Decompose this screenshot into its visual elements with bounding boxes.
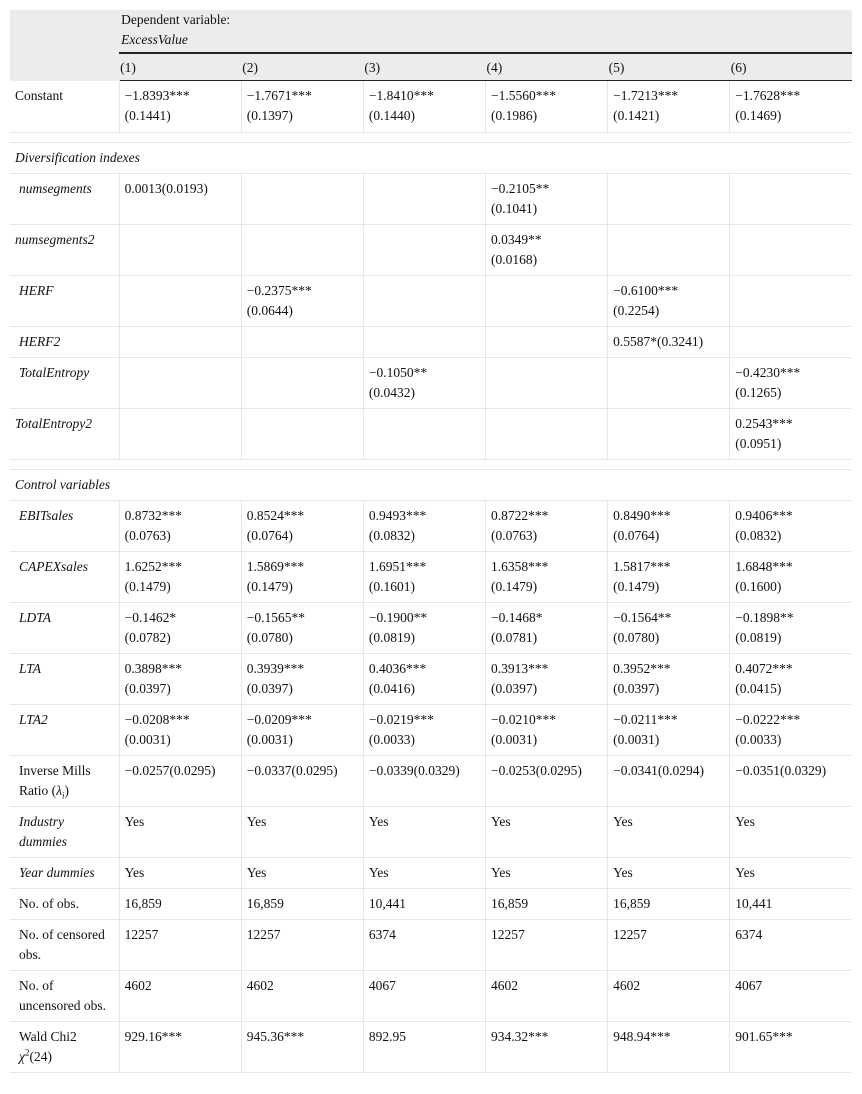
header-corner-2 [10,53,119,81]
table-cell: −1.7671*** (0.1397) [241,81,363,133]
table-row-imr [10,756,852,807]
table-cell: −1.7213*** (0.1421) [608,81,730,133]
table-cell: 4602 [241,971,363,1022]
row-label-wald: Wald Chi2 $\chi^2(24)$ [10,1022,119,1073]
column-header: (5) [608,53,730,81]
table-row-uncensored [10,971,852,1022]
header-corner [10,10,119,53]
table-cell: 901.65*** [730,1022,852,1073]
table-cell: 1.6358*** (0.1479) [485,552,607,603]
table-cell: 12257 [608,920,730,971]
table-cell: 945.36*** [241,1022,363,1073]
table-cell: −0.1468* (0.0781) [485,603,607,654]
table-cell: −0.0341(0.0294) [608,756,730,807]
table-cell: 1.5817*** (0.1479) [608,552,730,603]
table-cell: 948.94*** [608,1022,730,1073]
table-cell: −0.0339(0.0329) [363,756,485,807]
table-cell: Yes [730,858,852,889]
row-label: numsegments2 [10,225,119,276]
row-label: TotalEntropy [10,358,119,409]
column-header: (3) [363,53,485,81]
row-label: CAPEXsales [10,552,119,603]
table-cell: −0.0337(0.0295) [241,756,363,807]
regression-table-container [10,10,852,1073]
row-label: HERF2 [10,327,119,358]
table-cell: −0.1900** (0.0819) [363,603,485,654]
table-cell: Yes [730,807,852,858]
table-cell: 0.9493*** (0.0832) [363,501,485,552]
row-label: LTA [10,654,119,705]
table-cell [485,409,607,460]
table-cell: −0.1462* (0.0782) [119,603,241,654]
table-cell: 0.4072*** (0.0415) [730,654,852,705]
control-rows [10,501,852,756]
table-cell [119,327,241,358]
summary-rows [10,756,852,1073]
table-cell: 0.2543*** (0.0951) [730,409,852,460]
table-cell [241,174,363,225]
spacer-row [10,133,852,143]
row-label: Industry dummies [10,807,119,858]
table-row-censored [10,920,852,971]
table-cell: 0.8524*** (0.0764) [241,501,363,552]
table-cell: 0.8722*** (0.0763) [485,501,607,552]
table-cell [485,358,607,409]
regression-table [10,10,852,1073]
table-row [10,409,852,460]
table-cell [119,358,241,409]
table-cell: −0.0211*** (0.0031) [608,705,730,756]
column-header: (4) [485,53,607,81]
table-cell: 4067 [730,971,852,1022]
table-cell: 12257 [241,920,363,971]
table-cell: −0.0257(0.0295) [119,756,241,807]
table-cell: −0.6100*** (0.2254) [608,276,730,327]
table-cell: 0.5587*(0.3241) [608,327,730,358]
table-cell [608,174,730,225]
table-cell: 12257 [119,920,241,971]
table-cell [363,409,485,460]
section-title: Control variables [10,470,852,501]
table-row-obs [10,889,852,920]
table-cell: −0.0208*** (0.0031) [119,705,241,756]
table-row [10,276,852,327]
table-cell: 0.9406*** (0.0832) [730,501,852,552]
section-title: Diversification indexes [10,143,852,174]
table-cell: −0.0253(0.0295) [485,756,607,807]
table-cell [485,327,607,358]
table-body [10,81,852,174]
table-cell: 4602 [485,971,607,1022]
table-cell: 6374 [363,920,485,971]
table-cell [363,225,485,276]
table-row [10,358,852,409]
row-label: No. of obs. [10,889,119,920]
table-cell [363,276,485,327]
table-cell: 0.4036*** (0.0416) [363,654,485,705]
table-row [10,501,852,552]
table-cell: 16,859 [608,889,730,920]
table-cell: 0.3952*** (0.0397) [608,654,730,705]
table-cell [119,276,241,327]
row-label: Constant [10,81,119,133]
table-cell: Yes [241,858,363,889]
table-cell: −1.8393*** (0.1441) [119,81,241,133]
table-cell: 0.3939*** (0.0397) [241,654,363,705]
table-cell: −0.1564** (0.0780) [608,603,730,654]
table-cell [241,327,363,358]
table-cell [730,276,852,327]
table-cell: Yes [608,858,730,889]
table-cell [119,409,241,460]
table-cell [363,327,485,358]
table-cell: 1.6848*** (0.1600) [730,552,852,603]
table-cell: 4067 [363,971,485,1022]
table-cell: 0.3898*** (0.0397) [119,654,241,705]
diversification-rows [10,174,852,460]
table-cell: 0.8490*** (0.0764) [608,501,730,552]
table-cell: −0.0222*** (0.0033) [730,705,852,756]
table-cell: −0.2105** (0.1041) [485,174,607,225]
table-cell: −0.0210*** (0.0031) [485,705,607,756]
table-cell: 16,859 [241,889,363,920]
row-label: LDTA [10,603,119,654]
table-cell: 1.6951*** (0.1601) [363,552,485,603]
table-row-industry [10,807,852,858]
table-row [10,174,852,225]
table-cell: Yes [241,807,363,858]
table-cell [608,409,730,460]
table-row [10,654,852,705]
section-row-diversification [10,143,852,174]
table-cell [730,327,852,358]
row-label: TotalEntropy2 [10,409,119,460]
table-cell: −0.0219*** (0.0033) [363,705,485,756]
table-cell: 1.6252*** (0.1479) [119,552,241,603]
table-cell: 0.8732*** (0.0763) [119,501,241,552]
table-cell: 1.5869*** (0.1479) [241,552,363,603]
row-label: LTA2 [10,705,119,756]
table-cell: −1.5560*** (0.1986) [485,81,607,133]
table-row-constant [10,81,852,133]
dependent-variable-prefix: Dependent variable: [121,12,231,27]
table-cell: Yes [119,807,241,858]
table-row-year [10,858,852,889]
table-cell: Yes [608,807,730,858]
table-cell: 16,859 [485,889,607,920]
table-cell: 10,441 [730,889,852,920]
table-cell [363,174,485,225]
table-cell: 929.16*** [119,1022,241,1073]
row-label-imr: Inverse Mills Ratio $(\lambda_i)$ [10,756,119,807]
table-cell: 934.32*** [485,1022,607,1073]
table-cell: 4602 [608,971,730,1022]
table-row [10,705,852,756]
table-row [10,225,852,276]
dependent-variable-label [119,10,852,53]
row-label: No. of uncensored obs. [10,971,119,1022]
table-cell [241,409,363,460]
table-cell [730,174,852,225]
table-cell [730,225,852,276]
table-cell: 0.0349** (0.0168) [485,225,607,276]
table-cell: Yes [119,858,241,889]
table-cell: Yes [363,807,485,858]
spacer-row [10,460,852,470]
section-row-controls [10,470,852,501]
row-label: No. of censored obs. [10,920,119,971]
table-header [10,10,852,81]
table-cell [608,225,730,276]
table-row [10,552,852,603]
table-cell: 10,441 [363,889,485,920]
row-label: EBITsales [10,501,119,552]
table-cell: 0.3913*** (0.0397) [485,654,607,705]
table-cell [241,358,363,409]
table-cell: 16,859 [119,889,241,920]
table-cell: −0.1565** (0.0780) [241,603,363,654]
table-row-wald [10,1022,852,1073]
table-cell: −0.0209*** (0.0031) [241,705,363,756]
table-row [10,327,852,358]
table-cell: Yes [363,858,485,889]
table-cell: 892.95 [363,1022,485,1073]
row-label: numsegments [10,174,119,225]
table-cell: −0.1050** (0.0432) [363,358,485,409]
column-header: (1) [119,53,241,81]
table-cell: Yes [485,858,607,889]
table-cell: −0.0351(0.0329) [730,756,852,807]
table-cell [119,225,241,276]
table-cell [241,225,363,276]
table-cell: −0.2375*** (0.0644) [241,276,363,327]
table-cell: 4602 [119,971,241,1022]
table-cell [485,276,607,327]
column-header: (2) [241,53,363,81]
table-cell [608,358,730,409]
row-label: HERF [10,276,119,327]
control-section-header [10,460,852,501]
table-cell: −0.1898** (0.0819) [730,603,852,654]
table-cell: 6374 [730,920,852,971]
table-cell: Yes [485,807,607,858]
row-label: Year dummies [10,858,119,889]
table-cell: 0.0013(0.0193) [119,174,241,225]
table-cell: 12257 [485,920,607,971]
column-header: (6) [730,53,852,81]
table-cell: −1.7628*** (0.1469) [730,81,852,133]
table-cell: −1.8410*** (0.1440) [363,81,485,133]
table-cell: −0.4230*** (0.1265) [730,358,852,409]
table-row [10,603,852,654]
dependent-variable-name: ExcessValue [121,32,188,47]
